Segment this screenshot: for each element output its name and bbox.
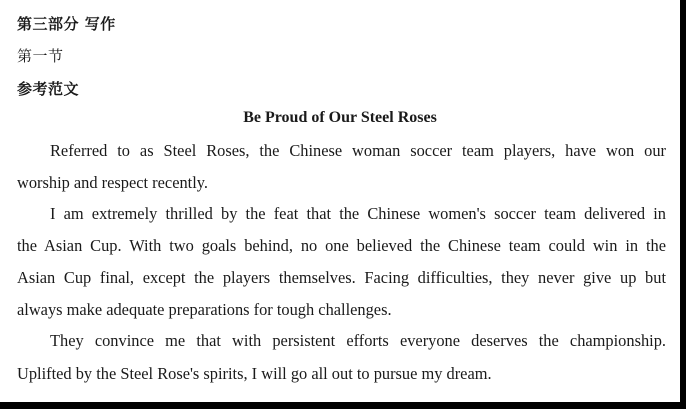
paragraph-2-line-2: the Asian Cup. With two goals behind, no one believed the Chinese team could win in the: [17, 236, 666, 255]
essay-title: Be Proud of Our Steel Roses: [243, 109, 437, 126]
paragraph-1-line-2: worship and respect recently.: [17, 173, 208, 192]
paragraph-2-line-4: always make adequate preparations for tough challenges.: [17, 300, 392, 319]
paragraph-1-line-1: Referred to as Steel Roses, the Chinese woman soccer team players, have won our: [50, 141, 666, 160]
paragraph-2-line-1: I am extremely thrilled by the feat that the Chinese women's soccer team delivered in: [50, 204, 666, 223]
paragraph-3-line-2: Uplifted by the Steel Rose's spirits, I will go all out to pursue my dream.: [17, 364, 492, 383]
sample-essay-label: 参考范文: [17, 80, 80, 98]
subsection-heading: 第一节: [17, 47, 64, 65]
paragraph-2-line-3: Asian Cup final, except the players themselves. Facing difficulties, they never give up but: [17, 268, 666, 287]
section-heading: 第三部分 写作: [17, 15, 116, 33]
paragraph-3-line-1: They convince me that with persistent efforts everyone deserves the championship.: [50, 331, 666, 350]
